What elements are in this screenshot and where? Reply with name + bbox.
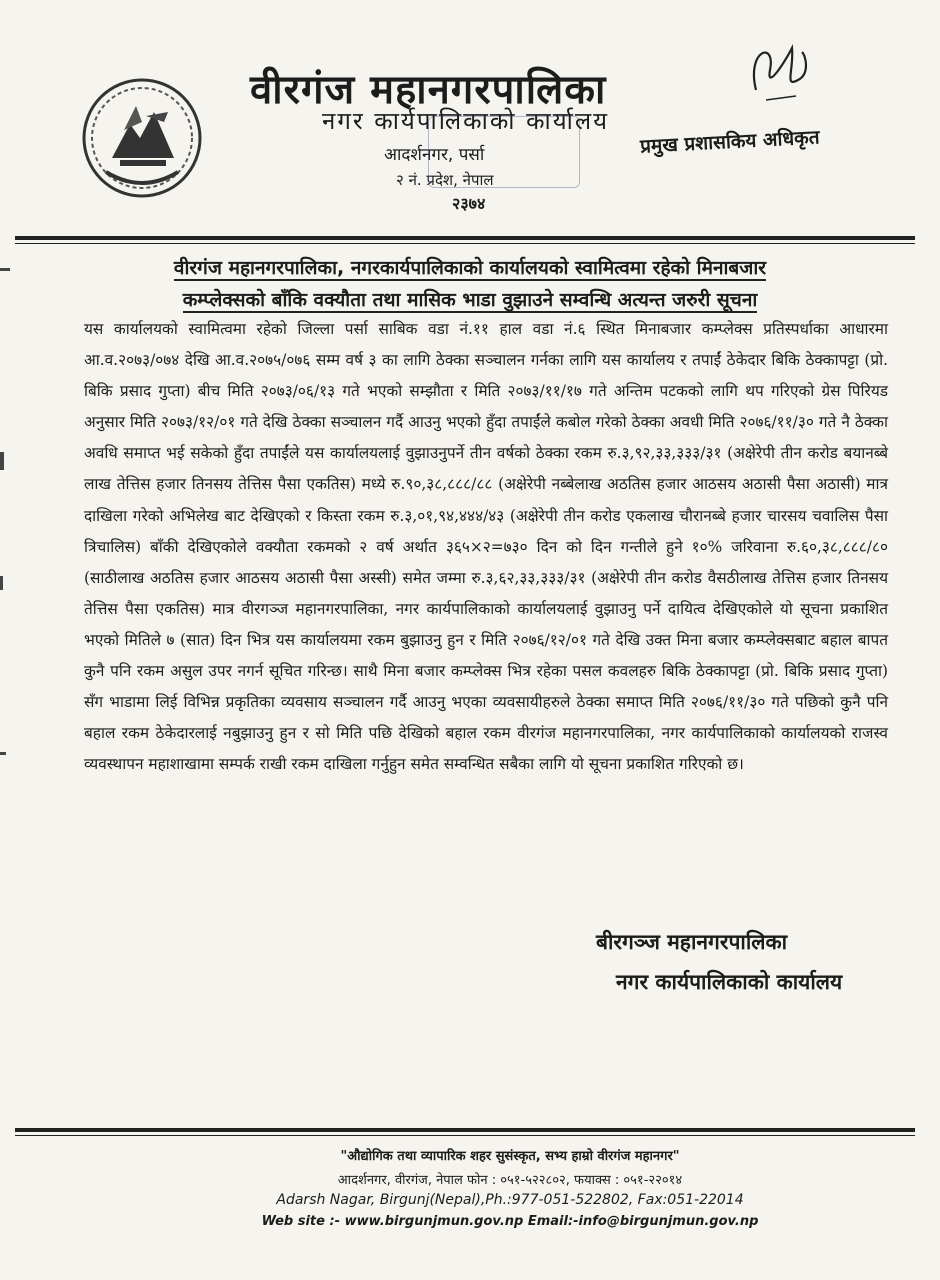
footer-rule-thin [15,1135,915,1136]
header-rule-thin [15,243,915,244]
footer-rule-thick [15,1128,915,1132]
cao-stamp: प्रमुख प्रशासकिय अधिकृत [639,126,821,158]
edge-mark [0,452,4,470]
edge-mark [0,268,10,271]
edge-mark [0,576,3,590]
signature-icon [736,30,826,110]
notice-subject [60,252,880,317]
header-rule-thick [15,236,915,240]
office-code: २३७४ [452,194,486,213]
office-name: नगर कार्यपालिकाको कार्यालय [322,107,610,135]
notice-body: यस कार्यालयको स्वामित्वमा रहेको जिल्ला पर्सा साबिक वडा नं.११ हाल वडा नं.६ स्थित मिनाबजार कम्प्लेक्स प्रतिस्पर्धाका आधारमा आ.व.२०७३/०७४ देखि आ.व.२०७५/०७६ सम्म वर्ष ३ का लागि ठेक्का सञ्चालन गर्नका लागि यस कार्यालय र तपाईं ठेकेदार बिकि ठेक्कापट्टा (प्रो. बिकि प्रसाद गुप्ता) बीच मिति २०७३/०६/१३ गते भएको सम्झौता र मिति २०७३/११/१७ गते अन्तिम पटकको लागि थप गरिएको ग्रेस पिरियड अनुसार मिति २०७३/१२/०१ गते देखि ठेक्का सञ्चालन गर्दै आउनु भएको हुँदा तपाईंले कबोल गरेको ठेक्का अवधी मिति २०७६/११/३० गते नै ठेक्का अवधि समाप्त भई सकेको हुँदा तपाईंले यस कार्यालयलाई वुझाउनुपर्ने तीन वर्षको ठेक्का रकम रु.३,९२,३३,३३३/३१ (अक्षेरेपी तीन करोड बयानब्बे लाख तेत्तिस हजार तिनसय तेत्तिस पैसा एकतिस) मध्ये रु.९०,३८,८८८/८८ (अक्षेरेपी नब्बेलाख अठतिस हजार आठसय अठासी पैसा अठासी) मात्र दाखिला गरेको अभिलेख बाट देखिएको र किस्ता रकम रु.३,०१,९४,४४४/४३ (अक्षेरेपी तीन करोड एकलाख चौरानब्बे हजार चारसय चवालिस पैसा त्रिचालिस) बाँकी देखिएकोले वक्यौता रकमको २ वर्ष अर्थात ३६५×२=७३० दिन को दिन गन्तीले हुने १०% जरिवाना रु.६०,३८,८८८/८० (साठीलाख अठतिस हजार आठसय अठासी पैसा अस्सी) समेत जम्मा रु.३,६२,३३,३३३/३१ (अक्षेरेपी तीन करोड वैसठीलाख तेत्तिस हजार तिनसय तेत्तिस पैसा एकतिस) मात्र वीरगञ्ज महानगरपालिका, नगर कार्यपालिकाको कार्यालयलाई वुझाउनु पर्ने दायित्व देखिएकोले यो सूचना प्रकाशित भएको मितिले ७ (सात) दिन भित्र यस कार्यालयमा रकम बुझाउनु हुन र मिति २०७६/१२/०१ गते देखि उक्त मिना बजार कम्प्लेक्सबाट बहाल बापत कुनै पनि रकम असुल उपर नगर्न सूचित गरिन्छ। साथै मिना बजार कम्प्लेक्स भित्र रहेका पसल कवलहरु बिकि ठेक्कापट्टा (प्रो. बिकि प्रसाद गुप्ता) सँग भाडामा लिई विभिन्न प्रकृतिका व्यवसाय सञ्चालन गर्दै आउनु भएका व्यवसायीहरुले ठेक्का समाप्त मिति २०७६/११/३० गते पछिको कुनै पनि बहाल रकम ठेकेदारलाई नबुझाउनु हुन र सो मिति पछि देखिको बहाल रकम वीरगंज महानगरपालिका, नगर कार्यपालिकाको कार्यालयको राजस्व व्यवस्थापन महाशाखामा सम्पर्क राखी रकम दाखिला गर्नुहुन समेत सम्वन्धित सबैका लागि यो सूचना प्रकाशित गरिएको छ। [84,320,888,774]
footer-motto: "औद्योगिक तथा व्यापारिक शहर सुसंस्कृत, सभ्य हाम्रो वीरगंज महानगर" [340,1149,680,1164]
office-address: आदर्शनगर, पर्सा [384,145,485,165]
footer-address-nepali: आदर्शनगर, वीरगंज, नेपाल फोन : ०५१-५२२८०२, फयाक्स : ०५१-२२०१४ [337,1173,683,1188]
edge-mark [0,752,6,755]
footer-web-email: Web site :- www.birgunjmun.gov.np Email:-info@birgunjmun.gov.np [261,1214,759,1229]
footer-address-english: Adarsh Nagar, Birgunj(Nepal),Ph.:977-051-522802, Fax:051-22014 [276,1192,744,1208]
nepal-emblem-icon [76,72,208,202]
province-line: २ नं. प्रदेश, नेपाल [396,171,494,189]
subject-line-1: वीरगंज महानगरपालिका, नगरकार्यपालिकाको कार्यालयको स्वामित्वमा रहेको मिनाबजार [173,257,767,279]
stamp-seal [428,116,580,188]
closing-org: बीरगञ्ज महानगरपालिका [596,930,788,954]
subject-line-2: कम्प्लेक्सको बाँकि वक्यौता तथा मासिक भाडा वुझाउने सम्वन्धि अत्यन्त जरुरी सूचना [182,289,758,312]
closing-office: नगर कार्यपालिकाको कार्यालय [616,970,843,994]
org-title: वीरगंज महानगरपालिका [250,67,607,113]
